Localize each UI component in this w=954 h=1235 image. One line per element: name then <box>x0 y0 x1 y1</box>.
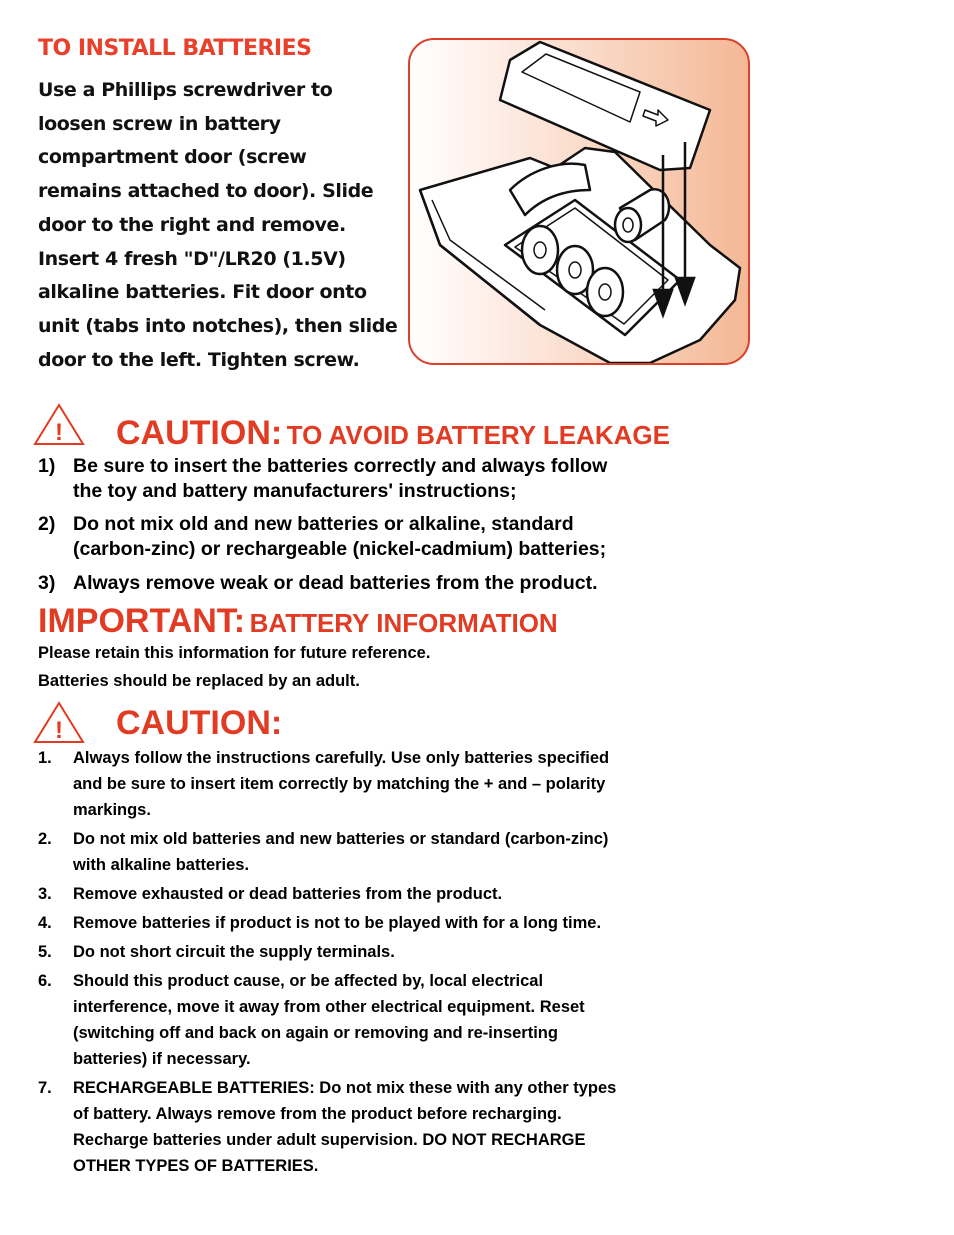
list-text: of battery. Always remove from the product before recharging. <box>73 1105 562 1123</box>
info-line: Batteries should be replaced by an adult. <box>38 672 360 690</box>
list-text: interference, move it away from other electrical equipment. Reset <box>73 998 585 1016</box>
install-line: Insert 4 fresh "D"/LR20 (1.5V) <box>38 248 346 270</box>
list-number: 6. <box>38 972 52 990</box>
list-text: Remove batteries if product is not to be played with for a long time. <box>73 914 602 932</box>
install-line: compartment door (screw <box>38 146 307 168</box>
svg-text:!: ! <box>55 717 63 744</box>
list-item <box>38 454 918 504</box>
install-line: Use a Phillips screwdriver to <box>38 79 333 101</box>
caution-heading <box>116 414 670 453</box>
list-text: Recharge batteries under adult supervision. DO NOT RECHARGE <box>73 1131 586 1149</box>
install-line: door to the left. Tighten screw. <box>38 349 360 371</box>
list-item <box>38 512 918 562</box>
warning-triangle-icon <box>33 402 85 446</box>
list-text: Be sure to insert the batteries correctly and always follow <box>73 455 608 477</box>
install-line: loosen screw in battery <box>38 113 281 135</box>
install-line: alkaline batteries. Fit door onto <box>38 281 367 303</box>
list-text: Always follow the instructions carefully. Use only batteries specified <box>73 749 610 767</box>
important-title: IMPORTANT: <box>38 602 246 640</box>
list-number: 7. <box>38 1079 52 1097</box>
toy-battery-compartment-drawing <box>410 40 748 363</box>
list-text: Should this product cause, or be affected by, local electrical <box>73 972 544 990</box>
list-item <box>38 939 918 965</box>
list-number: 2) <box>38 513 56 535</box>
important-subtitle: BATTERY INFORMATION <box>249 608 558 638</box>
list-text: markings. <box>73 801 151 819</box>
list-text: (carbon-zinc) or rechargeable (nickel-cadmium) batteries; <box>73 538 607 560</box>
list-number: 4. <box>38 914 52 932</box>
list-item <box>38 571 918 596</box>
list-item <box>38 745 918 823</box>
install-title: TO INSTALL BATTERIES <box>38 36 312 61</box>
list-item <box>38 1075 918 1179</box>
list-number: 1) <box>38 455 56 477</box>
install-line: door to the right and remove. <box>38 214 346 236</box>
list-text: Do not short circuit the supply terminals. <box>73 943 395 961</box>
caution-subtitle: TO AVOID BATTERY LEAKAGE <box>286 420 670 450</box>
warning-triangle-icon <box>33 700 85 744</box>
list-text: Always remove weak or dead batteries from the product. <box>73 572 598 594</box>
list-item <box>38 881 918 907</box>
info-line: Please retain this information for future reference. <box>38 644 431 662</box>
battery-install-illustration <box>408 38 750 365</box>
caution-heading <box>116 704 282 743</box>
install-line: unit (tabs into notches), then slide <box>38 315 398 337</box>
list-text: Remove exhausted or dead batteries from the product. <box>73 885 503 903</box>
list-text: (switching off and back on again or removing and re-inserting <box>73 1024 558 1042</box>
list-text: batteries) if necessary. <box>73 1050 251 1068</box>
list-number: 3. <box>38 885 52 903</box>
list-text: and be sure to insert item correctly by matching the + and – polarity <box>73 775 606 793</box>
list-number: 3) <box>38 572 56 594</box>
list-text: with alkaline batteries. <box>73 856 250 874</box>
list-text: RECHARGEABLE BATTERIES: Do not mix these with any other types <box>73 1079 617 1097</box>
caution-title: CAUTION: <box>116 414 283 452</box>
list-text: Do not mix old batteries and new batteries or standard (carbon-zinc) <box>73 830 609 848</box>
list-text: OTHER TYPES OF BATTERIES. <box>73 1157 319 1175</box>
list-item <box>38 968 918 1072</box>
caution-title: CAUTION: <box>116 704 283 742</box>
list-number: 1. <box>38 749 52 767</box>
list-text: the toy and battery manufacturers' instructions; <box>73 480 517 502</box>
important-heading <box>38 602 558 641</box>
list-text: Do not mix old and new batteries or alkaline, standard <box>73 513 574 535</box>
svg-text:!: ! <box>55 419 63 446</box>
list-item <box>38 910 918 936</box>
list-number: 5. <box>38 943 52 961</box>
list-item <box>38 826 918 878</box>
list-number: 2. <box>38 830 52 848</box>
install-line: remains attached to door). Slide <box>38 180 374 202</box>
